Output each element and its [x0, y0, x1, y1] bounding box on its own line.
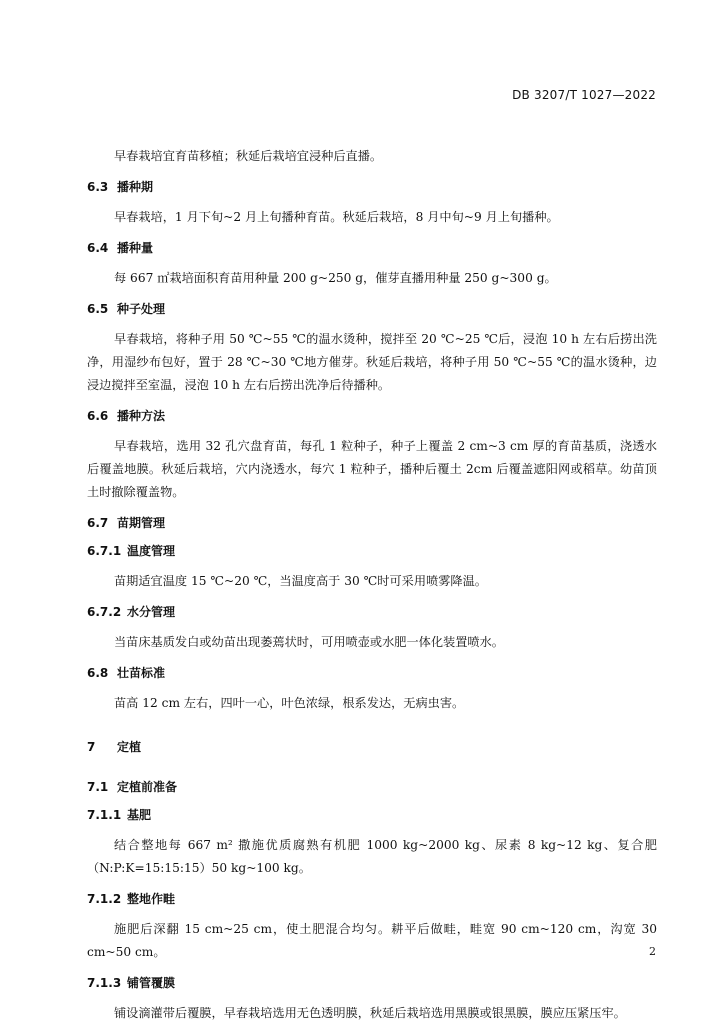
section-number: 7.1.2	[87, 892, 122, 906]
section-number: 7.1	[87, 780, 109, 794]
paragraph: 早春栽培宜育苗移植；秋延后栽培宜浸种后直播。	[114, 149, 383, 163]
subsection-heading	[87, 806, 657, 823]
section-number: 6.7.1	[87, 544, 122, 558]
section-number: 7.1.1	[87, 808, 122, 822]
page-number: 2	[649, 945, 656, 958]
paragraph: 施肥后深翻 15 cm~25 cm，使土肥混合均匀。耕平后做畦，畦宽 90 cm~120 cm，沟宽 30 cm~50 cm。	[87, 922, 657, 959]
section-heading	[87, 300, 657, 317]
paragraph: 早春栽培，选用 32 孔穴盘育苗，每孔 1 粒种子，种子上覆盖 2 cm~3 cm 厚的育苗基质，浇透水后覆盖地膜。秋延后栽培，穴内浇透水，每穴 1 粒种子，播种后覆土 2cm 后覆盖遮阳网或稻草。幼苗顶土时撤除覆盖物。	[87, 439, 657, 499]
section-heading	[87, 178, 657, 195]
section-title: 铺管覆膜	[127, 976, 176, 990]
section-title: 种子处理	[117, 302, 166, 316]
chapter-heading	[87, 738, 657, 755]
section-title: 温度管理	[127, 544, 176, 558]
section-number: 6.8	[87, 666, 109, 680]
section-heading	[87, 664, 657, 681]
section-number: 6.7.2	[87, 605, 122, 619]
section-title: 苗期管理	[117, 516, 166, 530]
paragraph: 当苗床基质发白或幼苗出现萎蔫状时，可用喷壶或水肥一体化装置喷水。	[114, 635, 504, 649]
paragraph: 苗期适宜温度 15 ℃~20 ℃，当温度高于 30 ℃时可采用喷雾降温。	[114, 574, 487, 588]
paragraph: 早春栽培，将种子用 50 ℃~55 ℃的温水烫种，搅拌至 20 ℃~25 ℃后，浸泡 10 h 左右后捞出洗净，用湿纱布包好，置于 28 ℃~30 ℃地方催芽。秋延后栽培，将种子用 50 ℃~55 ℃的温水烫种，边浸边搅拌至室温，浸泡 10 h 左右后捞出洗净后待播种。	[87, 332, 657, 392]
paragraph: 铺设滴灌带后覆膜，早春栽培选用无色透明膜，秋延后栽培选用黑膜或银黑膜，膜应压紧压牢。	[114, 1006, 626, 1020]
section-heading	[87, 514, 657, 531]
section-title: 定植	[117, 740, 142, 754]
section-number: 6.3	[87, 180, 109, 194]
section-number: 6.7	[87, 516, 109, 530]
section-number: 7	[87, 740, 96, 754]
section-title: 壮苗标准	[117, 666, 166, 680]
section-title: 水分管理	[127, 605, 176, 619]
subsection-heading	[87, 603, 657, 620]
paragraph: 早春栽培，1 月下旬~2 月上旬播种育苗。秋延后栽培，8 月中旬~9 月上旬播种。	[114, 210, 559, 224]
paragraph: 结合整地每 667 m² 撒施优质腐熟有机肥 1000 kg~2000 kg、尿素 8 kg~12 kg、复合肥（N:P:K=15:15:15）50 kg~100 kg。	[87, 838, 657, 875]
paragraph: 苗高 12 cm 左右，四叶一心，叶色浓绿，根系发达，无病虫害。	[114, 696, 465, 710]
subsection-heading	[87, 542, 657, 559]
subsection-heading	[87, 890, 657, 907]
section-heading	[87, 407, 657, 424]
section-title: 播种量	[117, 241, 154, 255]
section-title: 播种方法	[117, 409, 166, 423]
section-title: 播种期	[117, 180, 154, 194]
standard-code: DB 3207/T 1027—2022	[512, 88, 656, 102]
section-heading	[87, 239, 657, 256]
section-title: 定植前准备	[117, 780, 178, 794]
section-title: 基肥	[127, 808, 152, 822]
section-number: 6.5	[87, 302, 109, 316]
section-number: 7.1.3	[87, 976, 122, 990]
document-body	[87, 145, 657, 1025]
section-heading	[87, 778, 657, 795]
subsection-heading	[87, 974, 657, 991]
section-title: 整地作畦	[127, 892, 176, 906]
section-number: 6.6	[87, 409, 109, 423]
paragraph: 每 667 ㎡栽培面积育苗用种量 200 g~250 g，催芽直播用种量 250 g~300 g。	[114, 271, 557, 285]
section-number: 6.4	[87, 241, 109, 255]
